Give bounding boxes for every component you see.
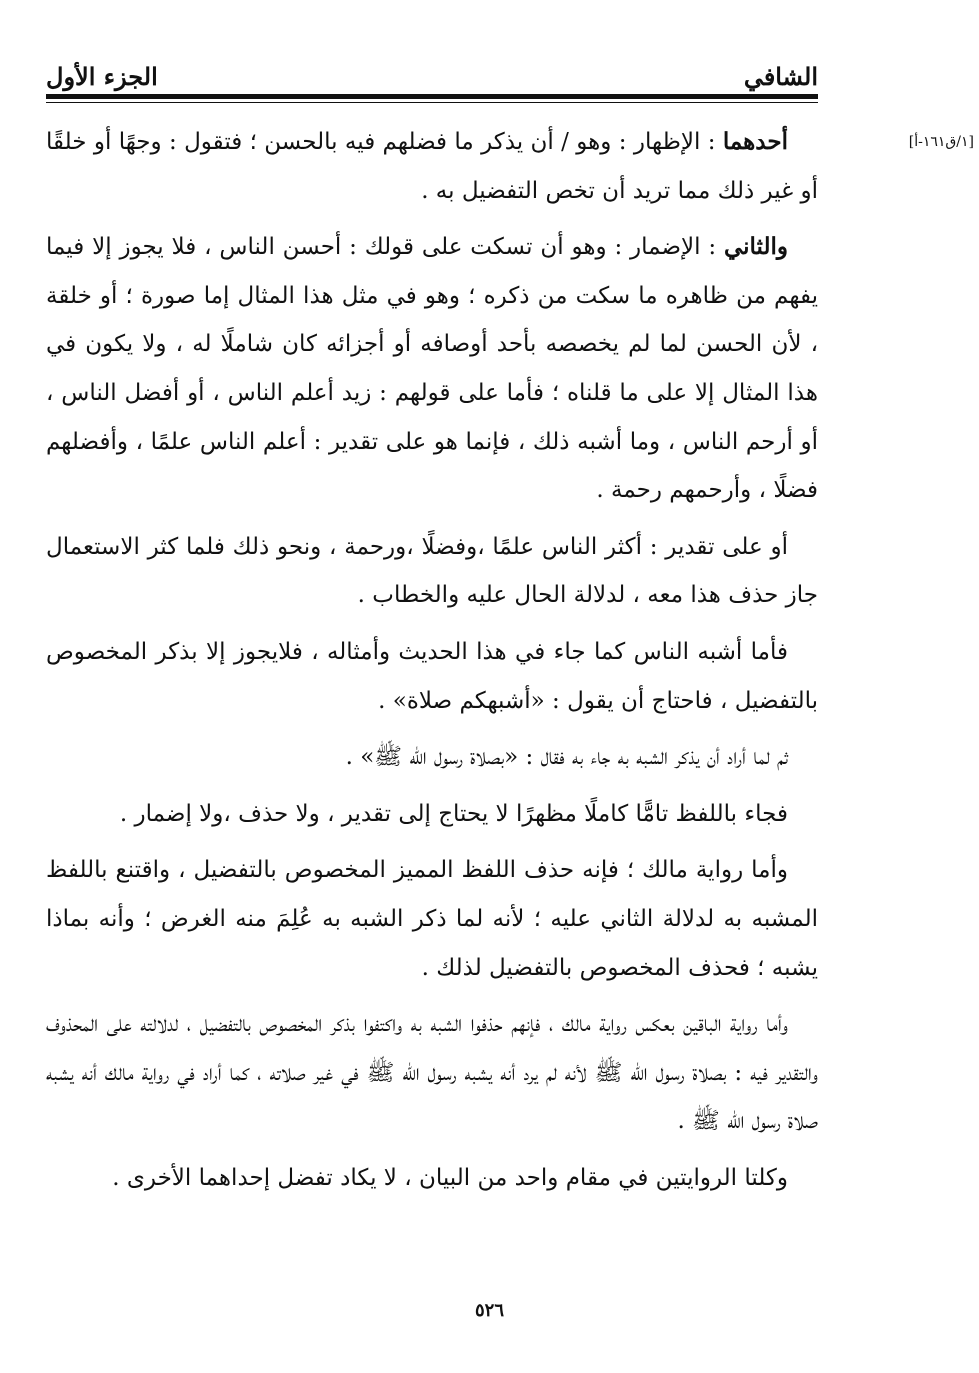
page-body <box>46 118 818 1210</box>
paragraph-lead: والثاني <box>723 233 788 261</box>
paragraph-text: فجاء باللفظ تامًّا كاملًا مظهرًا لا يحتاج إلى تقدير ، ولا حذف ،ولا إضمار . <box>119 800 788 827</box>
paragraph-2 <box>46 223 818 515</box>
paragraph-text: : الإظهار : وهو / أن يذكر ما فضلهم فيه بالحسن ؛ فتقول : وجهًا أو خلقًا أو غير ذلك مما تريد أن تخص التفضيل به . <box>46 129 818 204</box>
paragraph-3 <box>46 523 818 620</box>
paragraph-text: وكلتا الروايتين في مقام واحد من البيان ، لا يكاد تفضل إحداهما الأخرى . <box>112 1164 788 1191</box>
paragraph-text: : الإضمار : وهو أن تسكت على قولك : أحسن الناس ، فلا يجوز إلا فيما يفهم من ظاهره ما سكت من ذكره ؛ وهو في مثل هذا المثال إما صورة ؛ أو خلقة ، لأن الحسن لما لم يخصصه بأحد أوصافه أو أجزائه كان شاملًا له ، ولا يكون في هذا المثال إلا على ما قلناه ؛ فأما على قولهم : زيد أعلم الناس ، أو أفضل الناس ، أو أرحم الناس ، وما أشبه ذلك ، فإنما هو على تقدير : أعلم الناس علمًا ، وأفضلهم فضلًا ، وأرحمهم رحمة . <box>46 234 818 504</box>
paragraph-text: وأما رواية الباقين بعكس رواية مالك ، فإنهم حذفوا الشبه به واكتفوا بذكر المخصوص بالتفضيل ، لدلالته على المحذوف والتقدير فيه : بصلاة رسول الله ﷺ لأنه لم يرد أنه يشبه رسول الله ﷺ في غير صلاته ، كما أراد في رواية مالك أنه يشبه صلاة رسول الله ﷺ . <box>46 1011 818 1135</box>
paragraph-text: أو على تقدير : أكثر الناس علمًا ،وفضلًا ،ورحمة ، ونحو ذلك فلما كثر الاستعمال جاز حذف هذا معه ، لدلالة الحال عليه والخطاب . <box>46 533 818 609</box>
header-rule-thick <box>46 94 818 99</box>
paragraph-1 <box>46 118 818 215</box>
volume-label: الجزء الأول <box>46 62 158 91</box>
paragraph-7 <box>46 846 818 992</box>
paragraph-4 <box>46 628 818 725</box>
paragraph-5 <box>46 733 818 782</box>
page-header <box>46 52 818 92</box>
manuscript-folio-note: [١/ق١٦١-أ] <box>908 134 974 150</box>
paragraph-6 <box>46 790 818 839</box>
paragraph-9 <box>46 1154 818 1203</box>
paragraph-text: فأما أشبه الناس كما جاء في هذا الحديث وأمثاله ، فلايجوز إلا بذكر المخصوص بالتفضيل ، فاحتاج أن يقول : «أشبهكم صلاة» . <box>46 638 818 714</box>
paragraph-text: وأما رواية مالك ؛ فإنه حذف اللفظ المميز المخصوص بالتفضيل ، واقتنع باللفظ المشبه به لدلالة الثاني عليه ؛ لأنه لما ذكر الشبه به عُلِمَ منه الغرض ؛ وأنه بماذا يشبه ؛ فحذف المخصوص بالتفضيل لذلك . <box>46 857 818 981</box>
page-number: ٥٢٦ <box>474 1300 504 1321</box>
paragraph-lead: أحدهما <box>722 128 788 155</box>
book-title: الشافي <box>743 62 818 91</box>
header-rule-thin <box>46 102 818 103</box>
paragraph-text: ثم لما أراد أن يذكر الشبه به جاء به فقال : «بصلاة رسول الله ﷺ» . <box>345 744 788 771</box>
paragraph-8 <box>46 1000 818 1146</box>
